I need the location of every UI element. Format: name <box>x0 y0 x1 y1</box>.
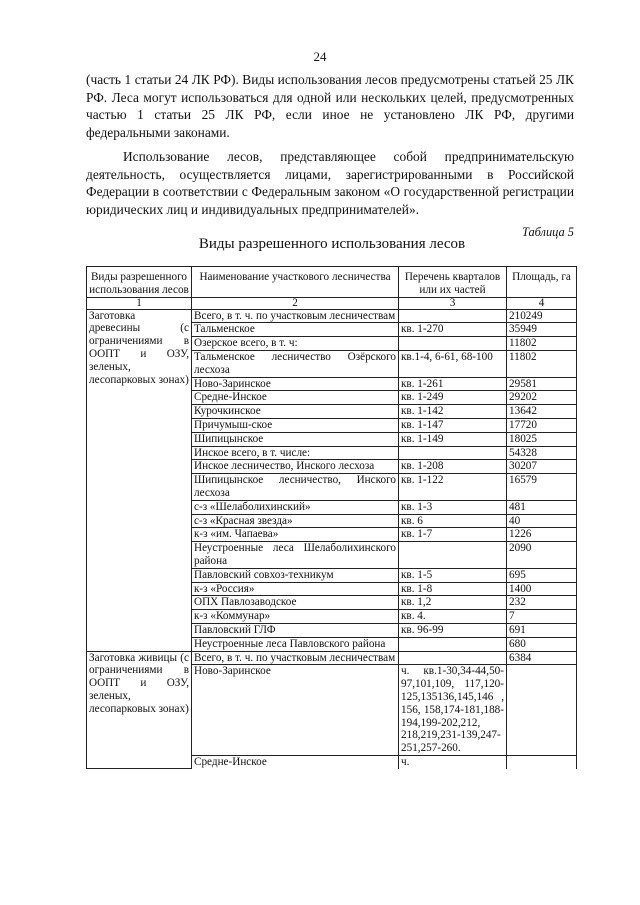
header-quarters: Перечень кварталов или их частей <box>399 267 507 298</box>
quarters-cell: кв. 1-5 <box>399 568 507 582</box>
table-title: Виды разрешенного использования лесов <box>198 236 466 252</box>
area-cell: 11802 <box>507 337 577 351</box>
forestry-name-cell: Ново-Заринское <box>192 377 399 391</box>
forestry-name-cell: к-з «Россия» <box>192 582 399 596</box>
quarters-cell <box>399 651 507 665</box>
quarters-cell <box>399 337 507 351</box>
forestry-name-cell: Шипицынское <box>192 432 399 446</box>
quarters-cell: кв. 1,2 <box>399 596 507 610</box>
column-number: 3 <box>399 297 507 309</box>
area-cell: 695 <box>507 568 577 582</box>
quarters-cell: ч. <box>399 755 507 768</box>
header-area: Площадь, га <box>507 267 577 298</box>
header-use-type: Виды разрешенного использования лесов <box>87 267 192 298</box>
area-cell: 1400 <box>507 582 577 596</box>
area-cell: 680 <box>507 637 577 651</box>
area-cell: 29202 <box>507 391 577 405</box>
area-cell: 7 <box>507 610 577 624</box>
forestry-name-cell: Причумыш-ское <box>192 418 399 432</box>
area-cell: 210249 <box>507 309 577 323</box>
quarters-cell: кв. 1-8 <box>399 582 507 596</box>
table-row <box>87 309 577 323</box>
quarters-cell: кв. 1-122 <box>399 474 507 501</box>
forestry-name-cell: Павловский ГЛФ <box>192 623 399 637</box>
area-cell: 481 <box>507 500 577 514</box>
column-number: 1 <box>87 297 192 309</box>
quarters-cell <box>399 309 507 323</box>
forestry-name-cell: Всего, в т. ч. по участковым лесничествам <box>192 651 399 665</box>
area-cell: 40 <box>507 514 577 528</box>
quarters-cell: кв. 1-249 <box>399 391 507 405</box>
area-cell <box>507 755 577 768</box>
column-number: 4 <box>507 297 577 309</box>
forestry-name-cell: Шипицынское лесничество, Инского лесхоза <box>192 474 399 501</box>
forestry-name-cell: Средне-Инское <box>192 391 399 405</box>
table-row <box>87 651 577 665</box>
forestry-name-cell: с-з «Шелаболихинский» <box>192 500 399 514</box>
quarters-cell: кв. 1-270 <box>399 323 507 337</box>
forestry-name-cell: Курочкинское <box>192 405 399 419</box>
forestry-name-cell: Инское лесничество, Инского лесхоза <box>192 460 399 474</box>
forestry-name-cell: к-з «Коммунар» <box>192 610 399 624</box>
forestry-name-cell: Ново-Заринское <box>192 665 399 756</box>
quarters-cell: кв. 1-261 <box>399 377 507 391</box>
quarters-cell: кв. 1-147 <box>399 418 507 432</box>
header-forestry-name: Наименование участкового лесничества <box>192 267 399 298</box>
land-use-table <box>86 266 577 769</box>
column-number: 2 <box>192 297 399 309</box>
area-cell: 2090 <box>507 542 577 569</box>
area-cell: 16579 <box>507 474 577 501</box>
page-number: 24 <box>313 49 327 64</box>
quarters-cell: кв. 96-99 <box>399 623 507 637</box>
area-cell: 11802 <box>507 350 577 377</box>
forestry-name-cell: с-з «Красная звезда» <box>192 514 399 528</box>
forestry-name-cell: ОПХ Павлозаводское <box>192 596 399 610</box>
use-type-cell: Заготовка живицы (с ограничениями в ООПТ и ОЗУ, зеленых, лесопарковых зонах) <box>87 651 192 769</box>
area-cell <box>507 665 577 756</box>
forestry-name-cell: к-з «им. Чапаева» <box>192 528 399 542</box>
area-cell: 691 <box>507 623 577 637</box>
paragraph-1: (часть 1 статьи 24 ЛК РФ). Виды использования лесов предусмотрены статьей 25 ЛК РФ. Леса могут использоваться для одной или нескольких целей, предусмотренных частью 1 статьи 25 ЛК РФ, если иное не установлено ЛК РФ, другими федеральными законами. <box>86 72 574 140</box>
paragraph-2: Использование лесов, представляющее собой предпринимательскую деятельность, осуществляется лицами, зарегистрированными в Российской Федерации в соответствии с Федеральным законом «О государственной регистрации юридических лиц и индивидуальных предпринимателей». <box>86 149 574 217</box>
area-cell: 13642 <box>507 405 577 419</box>
quarters-cell: кв. 1-3 <box>399 500 507 514</box>
area-cell: 17720 <box>507 418 577 432</box>
forestry-name-cell: Средне-Инское <box>192 755 399 768</box>
quarters-cell <box>399 542 507 569</box>
quarters-cell <box>399 637 507 651</box>
quarters-cell: кв.1-4, 6-61, 68-100 <box>399 350 507 377</box>
table-label: Таблица 5 <box>522 225 574 239</box>
quarters-cell: кв. 1-142 <box>399 405 507 419</box>
area-cell: 1226 <box>507 528 577 542</box>
use-type-cell: Заготовка древесины (с ограничениями в ООПТ и ОЗУ, зеленых, лесопарковых зонах) <box>87 309 192 651</box>
area-cell: 29581 <box>507 377 577 391</box>
quarters-cell: кв. 1-149 <box>399 432 507 446</box>
quarters-cell <box>399 446 507 460</box>
table-header-row <box>87 267 577 298</box>
quarters-cell: кв. 1-7 <box>399 528 507 542</box>
area-cell: 35949 <box>507 323 577 337</box>
forestry-name-cell: Неустроенные леса Павловского района <box>192 637 399 651</box>
quarters-cell: ч. кв.1-30,34-44,50-97,101,109, 117,120-125,135136,145,146 , 156, 158,174-181,188-194,199-202,212, 218,219,231-139,247-251,257-260. <box>399 665 507 756</box>
area-cell: 6384 <box>507 651 577 665</box>
quarters-cell: кв. 6 <box>399 514 507 528</box>
quarters-cell: кв. 4. <box>399 610 507 624</box>
forestry-name-cell: Неустроенные леса Шелаболихинского района <box>192 542 399 569</box>
forestry-name-cell: Инское всего, в т. числе: <box>192 446 399 460</box>
forestry-name-cell: Тальменское <box>192 323 399 337</box>
area-cell: 54328 <box>507 446 577 460</box>
column-number-row <box>87 297 577 309</box>
area-cell: 18025 <box>507 432 577 446</box>
forestry-name-cell: Всего, в т. ч. по участковым лесничествам <box>192 309 399 323</box>
forestry-name-cell: Павловский совхоз-техникум <box>192 568 399 582</box>
forestry-name-cell: Озерское всего, в т. ч: <box>192 337 399 351</box>
area-cell: 30207 <box>507 460 577 474</box>
quarters-cell: кв. 1-208 <box>399 460 507 474</box>
forestry-name-cell: Тальменское лесничество Озёрского лесхоза <box>192 350 399 377</box>
area-cell: 232 <box>507 596 577 610</box>
